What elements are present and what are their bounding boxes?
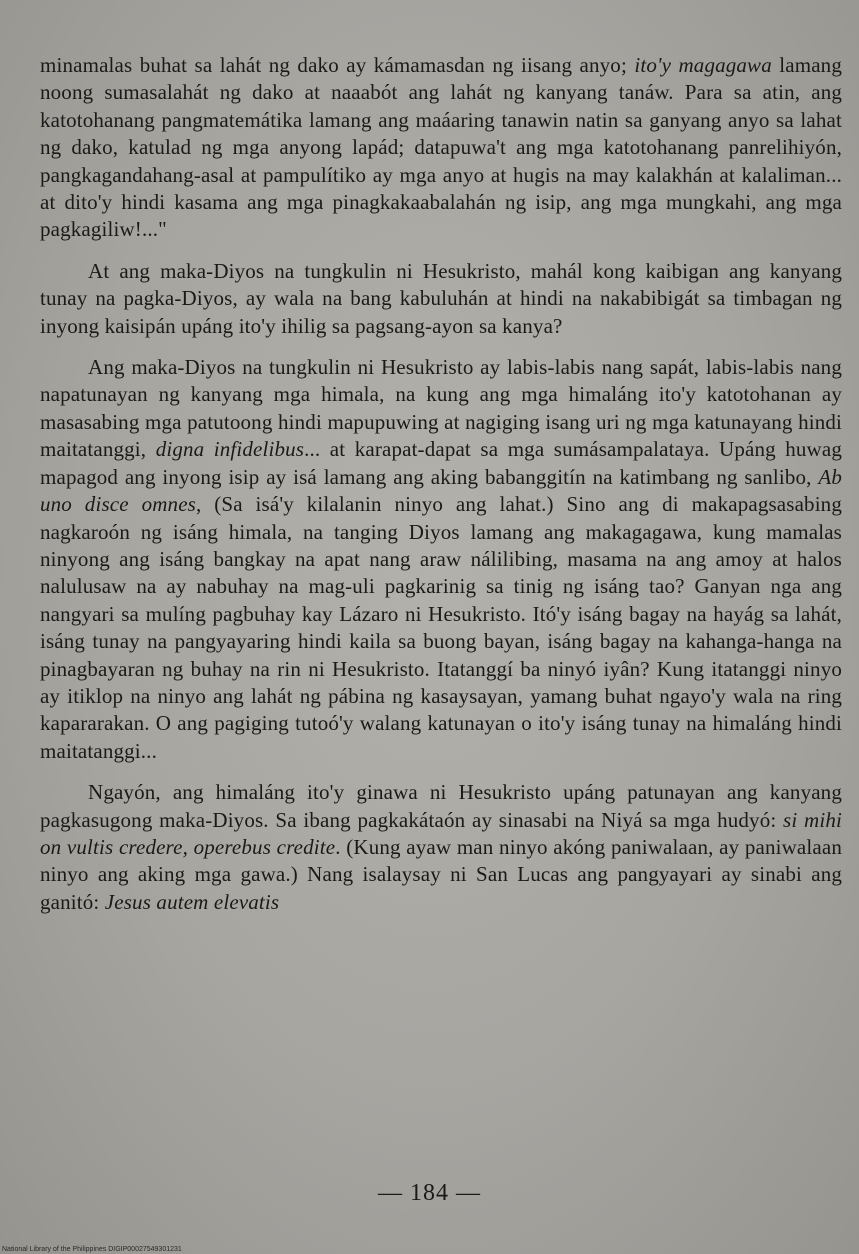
text-run: , (Sa isá'y kilalanin ninyo ang lahat.) Sino ang di makapagsasabing nagkaroón ng isáng himala, na tanging Diyos lamang ang makagagawa, kung mamalas ninyong ang isáng bangkay na apat nang araw nálilibing, masama na ang amoy at halos nalulusaw na ay nabuhay na mag-uli pagkarinig sa tinig ng isáng tao? Ganyan nga ang nangyari sa mulíng pagbuhay kay Lázaro ni Hesukristo. Itó'y isáng bagay na hayág sa lahát, isáng tunay na pangyayaring hindi kaila sa buong bayan, isáng bagay na kahanga-hanga na pinagbayaran ng buhay na rin ni Hesukristo. Itatanggí ba ninyó iyân? Kung itatanggi ninyo ay itiklop na ninyo ang lahát ng pábina ng kasaysayan, yamang buhat ngayo'y wala na ring kapararakan. O ang pagiging tutoó'y walang katunayan o ito'y isáng tunay na himaláng hindi maitatanggi...: [40, 492, 842, 763]
body-text: [40, 52, 842, 930]
italic-phrase: ito'y magagawa: [634, 53, 772, 77]
text-run: . (Kung ayaw man ninyo akóng paniwalaan, ay paniwalaan ninyo ang aking mga gawa.) Nang isalaysay ni San Lucas ang pangyayari ay sinabi ang ganitó:: [40, 834, 842, 914]
paragraph-3: [40, 354, 842, 765]
page-number: — 184 —: [378, 1180, 481, 1206]
text-run: At ang maka-Diyos na tungkulin ni Hesukristo, mahál kong kaibigan ang kanyang tunay na pagka-Diyos, ay wala na bang kabuluhán at hindi na nakabibigát sa timbagan ng inyong kaisipán upáng ito'y ihilig sa pagsang-ayon sa kanya?: [40, 258, 842, 338]
italic-phrase: si mihi on vultis credere, operebus credite: [40, 807, 842, 859]
italic-phrase: Ab uno disce omnes: [40, 464, 842, 517]
text-run: lamang noong sumasalahát ng dako at naaabót ang lahát ng kanyang tanáw. Para sa atin, ang katotohanang pangmatemátika lamang ang maáaring tanawin natin sa ganyang anyo sa lahat ng dako, katulad ng mga anyong lapád; datapuwa't ang mga katotohanang panrelihiyón, pangkagandahang-asal at pampulítiko ay mga anyo at hugis na may kalakhán at kalaliman... at dito'y hindi kasama ang mga pinagkakaabalahán ng isip, ang mga mungkahi, ang mga pagkagiliw!...": [40, 53, 842, 242]
paragraph-4: [40, 779, 842, 916]
paragraph-2: [40, 258, 842, 340]
scan-footer-note: National Library of the Philippines DIGIP00027549301231: [2, 1246, 182, 1253]
italic-phrase: digna infidelibus: [155, 437, 305, 462]
text-run: ... at karapat-dapat sa mga sumásampalataya. Upáng huwag mapagod ang inyong isip ay isá lamang ang aking babanggitín na katimbang ng sanlibo,: [40, 437, 842, 489]
text-run: Ngayón, ang himaláng ito'y ginawa ni Hesukristo upáng patunayan ang kanyang pagkasugong maka-Diyos. Sa ibang pagkakátaón ay sinasabi na Niyá sa mga hudyó:: [40, 780, 842, 832]
italic-phrase: Jesus autem elevatis: [104, 889, 280, 914]
text-run: minamalas buhat sa lahát ng dako ay kámamasdan ng iisang anyo;: [40, 53, 635, 77]
paragraph-1: [40, 52, 842, 244]
text-run: Ang maka-Diyos na tungkulin ni Hesukristo ay labis-labis nang sapát, labis-labis nang napatunayan ng kanyang mga himala, na kung ang mga himaláng ito'y katotohanan ay masasabing mga patutoong hindi mapupuwing at nagiging isang uri ng mga katunayang hindi maitatanggi,: [40, 355, 842, 462]
